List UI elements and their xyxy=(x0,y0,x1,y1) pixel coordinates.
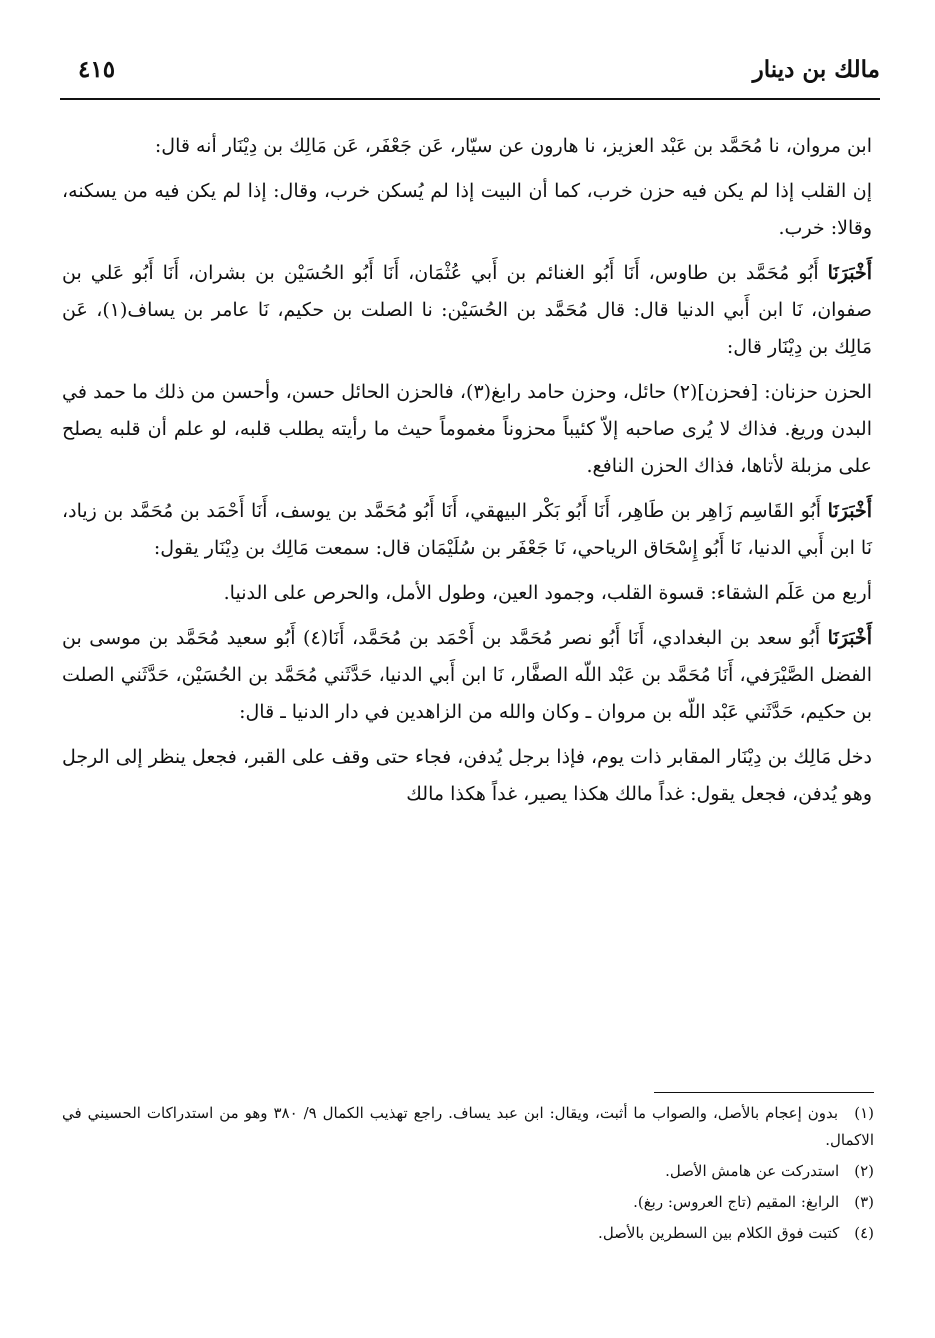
paragraph-text: إن القلب إذا لم يكن فيه حزن خرب، كما أن البيت إذا لم يُسكن خرب، وقال: إذا لم يكن فيه من يسكنه، وقالا: خرب. xyxy=(62,180,872,239)
footnote-number: (٢) xyxy=(854,1162,874,1180)
footnote-text: الرابغ: المقيم (تاج العروس: ربغ). xyxy=(633,1193,840,1211)
page-number: ٤١٥ xyxy=(78,56,116,83)
paragraph-text: أربع من عَلَم الشقاء: قسوة القلب، وجمود العين، وطول الأمل، والحرص على الدنيا. xyxy=(223,582,872,604)
footnote-number: (٤) xyxy=(854,1224,874,1242)
paragraph-lead: أَخْبَرَنَا xyxy=(827,627,872,649)
footnote-number: (٣) xyxy=(854,1193,874,1211)
paragraph-5 xyxy=(62,493,872,567)
paragraph-text: دخل مَالِك بن دِيْنَار المقابر ذات يوم، فإذا برجل يُدفن، فجاء حتى وقف على القبر، فجعل ينظر إلى الرجل وهو يُدفن، فجعل يقول: غداً مالك هكذا يصير، غداً هكذا مالك xyxy=(62,746,872,805)
footnote-4 xyxy=(62,1220,874,1247)
footnote-divider xyxy=(654,1092,874,1093)
paragraph-lead: أَخْبَرَنَا xyxy=(827,262,872,284)
paragraph-text: أَبُو سعد بن البغدادي، أَنَا أَبُو نصر مُحَمَّد بن أَحْمَد بن مُحَمَّد، أَنَا(٤) أَبُو سعيد مُحَمَّد بن موسى بن الفضل الصَّيْرَفي، أَنَا مُحَمَّد بن عَبْد اللّه الصفَّار، نَا ابن أَبي الدنيا، حَدَّثَني مُحَمَّد بن الحُسَيْن، حَدَّثَني الصلت بن حكيم، حَدَّثَني عَبْد اللّه بن مروان ـ وكان والله من الزاهدين في دار الدنيا ـ قال: xyxy=(62,627,872,723)
footnote-text: بدون إعجام بالأصل، والصواب ما أثبت، ويقال: ابن عبد يساف. راجع تهذيب الكمال ٩/ ٣٨٠ وهو من استدراكات الحسيني في الاكمال. xyxy=(62,1104,874,1149)
paragraph-text: أَبُو مُحَمَّد بن طاوس، أَنَا أَبُو الغنائم بن أَبي عُثْمَان، أَنَا أَبُو الحُسَيْن بن بشران، أَنَا أَبُو عَلي بن صفوان، نَا ابن أَبي الدنيا قال: قال مُحَمَّد بن الحُسَيْن: نا الصلت بن حكيم، نَا عامر بن يساف(١)، عَن مَالِك بن دِيْنَار قال: xyxy=(62,262,872,358)
main-text xyxy=(62,128,872,821)
paragraph-text: الحزن حزنان: [فحزن](٢) حائل، وحزن حامد رابغ(٣)، فالحزن الحائل حسن، وأحسن من ذلك ما حمد في البدن وريغ. فذاك لا يُرى صاحبه إلاّ كئيباً محزوناً مغموماً حيث ما رأيته يطلب قلبه، لو علم أن قلبه يصلح على مزبلة لأتاها، فذاك الحزن النافع. xyxy=(62,381,872,477)
header-divider xyxy=(60,98,880,100)
footnote-number: (١) xyxy=(854,1104,874,1122)
paragraph-1 xyxy=(62,128,872,165)
paragraph-8 xyxy=(62,739,872,813)
paragraph-4 xyxy=(62,374,872,485)
paragraph-text: أَبُو القَاسِم زَاهِر بن طَاهِر، أَنَا أَبُو بَكْر البيهقي، أَنَا أَبُو مُحَمَّد بن يوسف، أَنَا أَحْمَد بن مُحَمَّد بن زياد، نَا ابن أَبي الدنيا، نَا أَبُو إِسْحَاق الرياحي، نَا جَعْفَر بن سُلَيْمَان قال: سمعت مَالِك بن دِيْنَار يقول: xyxy=(62,500,872,559)
paragraph-2 xyxy=(62,173,872,247)
paragraph-6 xyxy=(62,575,872,612)
footnote-2 xyxy=(62,1158,874,1185)
footnote-text: استدركت عن هامش الأصل. xyxy=(665,1162,840,1180)
paragraph-lead: أَخْبَرَنَا xyxy=(827,500,872,522)
running-title: مالك بن دينار xyxy=(752,56,880,83)
footnote-3 xyxy=(62,1189,874,1216)
paragraph-7 xyxy=(62,620,872,731)
footnote-1 xyxy=(62,1100,874,1154)
footnote-text: كتبت فوق الكلام بين السطرين بالأصل. xyxy=(598,1224,840,1242)
paragraph-3 xyxy=(62,255,872,366)
paragraph-text: ابن مروان، نا مُحَمَّد بن عَبْد العزيز، نا هارون عن سيّار، عَن جَعْفَر، عَن مَالِك بن دِيْنَار أنه قال: xyxy=(154,135,872,157)
footnotes xyxy=(62,1100,874,1251)
page-header xyxy=(60,56,880,100)
